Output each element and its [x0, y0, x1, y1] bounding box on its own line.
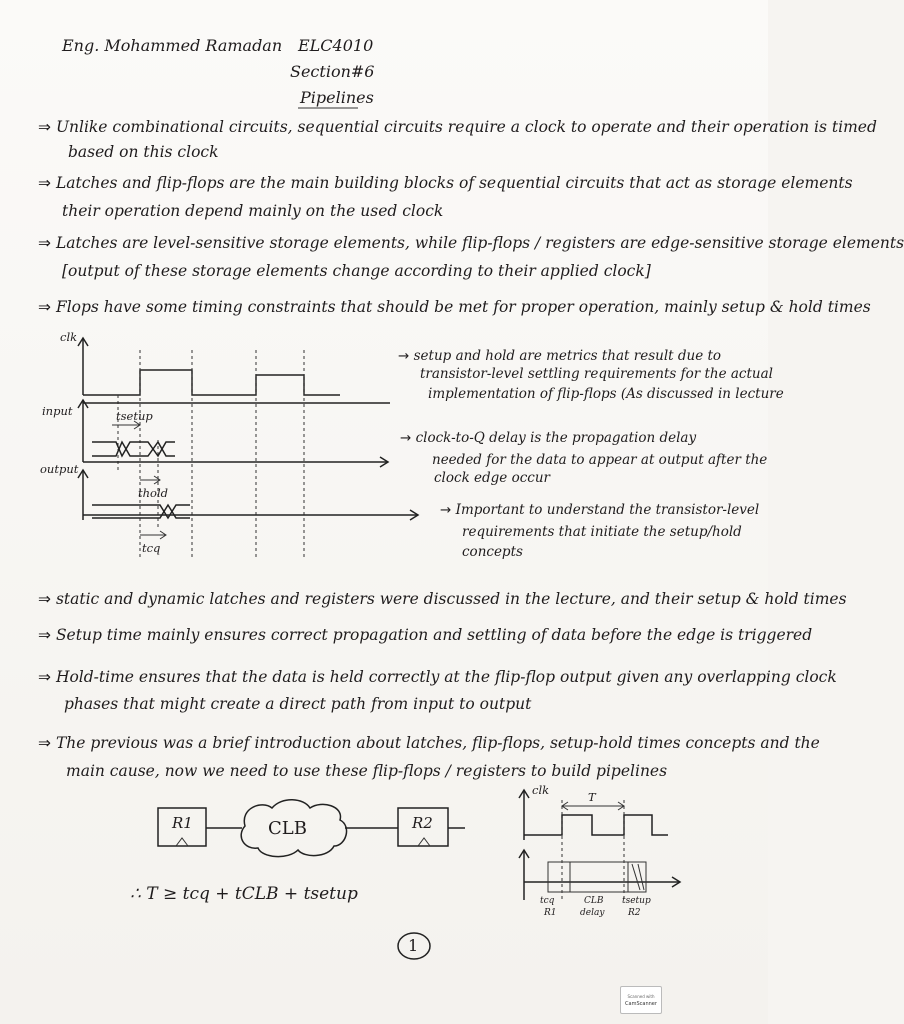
bullet-7-line-1: Hold-time ensures that the data is held correctly at the flip-flop output given any overlapping clock: [55, 668, 837, 686]
pt-tcq-label: tcq: [540, 896, 555, 906]
pt-period-label: T: [588, 790, 596, 804]
side-note-2-line-3: clock edge occur: [434, 470, 550, 486]
side-note-3-line-2: requirements that initiate the setup/hold: [462, 524, 742, 540]
bullet-2-line-1: Latches and flip-flops are the main building blocks of sequential circuits that act as storage elements: [55, 174, 853, 192]
side-note-3-line-3: concepts: [462, 544, 523, 560]
td-output-label: output: [40, 462, 79, 476]
page-number: 1: [408, 936, 419, 955]
side-note-2-line-2: needed for the data to appear at output after the: [432, 452, 768, 468]
pt-path-box: [548, 862, 646, 892]
timing-diagram: [78, 338, 418, 560]
side-note-2-line-1: clock-to-Q delay is the propagation delay: [415, 430, 697, 446]
bullet-7-line-2: phases that might create a direct path from input to output: [64, 695, 532, 713]
r1-clock-mark: [176, 838, 188, 846]
bullet-arrow-icon: ⇒: [38, 234, 51, 252]
page-topic: Pipelines: [300, 88, 374, 107]
pt-tsetup-label: tsetup: [622, 896, 651, 906]
bullet-8-line-2: main cause, now we need to use these flip-flops / registers to build pipelines: [66, 762, 668, 780]
scanner-watermark: [620, 986, 662, 1014]
bullet-arrow-icon: ⇒: [38, 118, 51, 136]
pt-r2-label: R2: [628, 908, 641, 918]
input-data-bottom: [92, 442, 175, 456]
register-r2-label: R2: [412, 814, 433, 832]
note-arrow-icon: →: [400, 430, 412, 446]
bullet-4-line-1: Flops have some timing constraints that should be met for proper operation, mainly setup & hold times: [55, 298, 871, 316]
side-note-1-line-1: setup and hold are metrics that result due to: [413, 348, 722, 364]
clb-label: CLB: [268, 818, 307, 839]
register-r1-label: R1: [172, 814, 193, 832]
bullet-6-line-1: Setup time mainly ensures correct propagation and settling of data before the edge is triggered: [55, 626, 813, 644]
side-note-1-line-3: implementation of flip-flops (As discussed in lecture: [428, 386, 784, 402]
bullet-arrow-icon: ⇒: [38, 668, 51, 686]
note-arrow-icon: →: [398, 348, 410, 364]
author-name: Eng. Mohammed Ramadan: [62, 36, 283, 55]
bullet-2: [38, 174, 853, 193]
bullet-arrow-icon: ⇒: [38, 298, 51, 316]
side-note-1-line-2: transistor-level settling requirements for the actual: [420, 366, 773, 382]
bullet-2-line-2: their operation depend mainly on the used clock: [62, 202, 444, 220]
side-note-3-line-1: Important to understand the transistor-level: [455, 502, 760, 518]
pipeline-timing: [519, 790, 680, 900]
clk-waveform: [83, 370, 340, 395]
bullet-3-line-1: Latches are level-sensitive storage elements, while flip-flops / registers are edge-sensitive storage elements: [55, 234, 904, 252]
bullet-5-line-1: static and dynamic latches and registers were discussed in the lecture, and their setup & hold times: [55, 590, 847, 608]
bullet-1: [38, 118, 877, 137]
pt-clk-label: clk: [532, 783, 550, 797]
section-label: Section#6: [290, 62, 375, 81]
bullet-5: [38, 590, 847, 609]
bullet-1-line-1: Unlike combinational circuits, sequential circuits require a clock to operate and their operation is timed: [55, 118, 877, 136]
bullet-8-line-1: The previous was a brief introduction about latches, flip-flops, setup-hold times concepts and the: [55, 734, 820, 752]
bullet-arrow-icon: ⇒: [38, 590, 51, 608]
bullet-6: [38, 626, 812, 645]
side-note-2: [400, 430, 696, 447]
bullet-1-line-2: based on this clock: [68, 143, 219, 161]
td-tsetup-label: tsetup: [116, 409, 153, 423]
bullet-arrow-icon: ⇒: [38, 734, 51, 752]
side-note-1: [398, 348, 721, 365]
timing-equation: ∴ T ≥ tcq + tCLB + tsetup: [130, 884, 358, 904]
bullet-arrow-icon: ⇒: [38, 626, 51, 644]
pt-delay-label: delay: [580, 908, 605, 918]
td-clk-label: clk: [60, 330, 78, 344]
td-tcq-label: tcq: [142, 541, 161, 555]
bullet-8: [38, 734, 820, 753]
bullet-arrow-icon: ⇒: [38, 174, 51, 192]
scanner-watermark-line-2: CamScanner: [625, 1000, 657, 1007]
side-note-3: [440, 502, 759, 519]
bullet-4: [38, 298, 871, 317]
bullet-3: [38, 234, 904, 253]
note-arrow-icon: →: [440, 502, 452, 518]
bullet-7: [38, 668, 837, 687]
td-input-label: input: [42, 404, 73, 418]
pt-clk-waveform: [524, 815, 668, 835]
pt-r1-label: R1: [544, 908, 557, 918]
course-code: ELC4010: [298, 36, 374, 55]
pt-clb-label: CLB: [584, 896, 604, 906]
bullet-3-line-2: [output of these storage elements change according to their applied clock]: [62, 262, 651, 280]
td-thold-label: thold: [138, 486, 168, 500]
scanner-watermark-line-1: Scanned with: [627, 993, 655, 999]
r2-clock-mark: [418, 838, 430, 846]
